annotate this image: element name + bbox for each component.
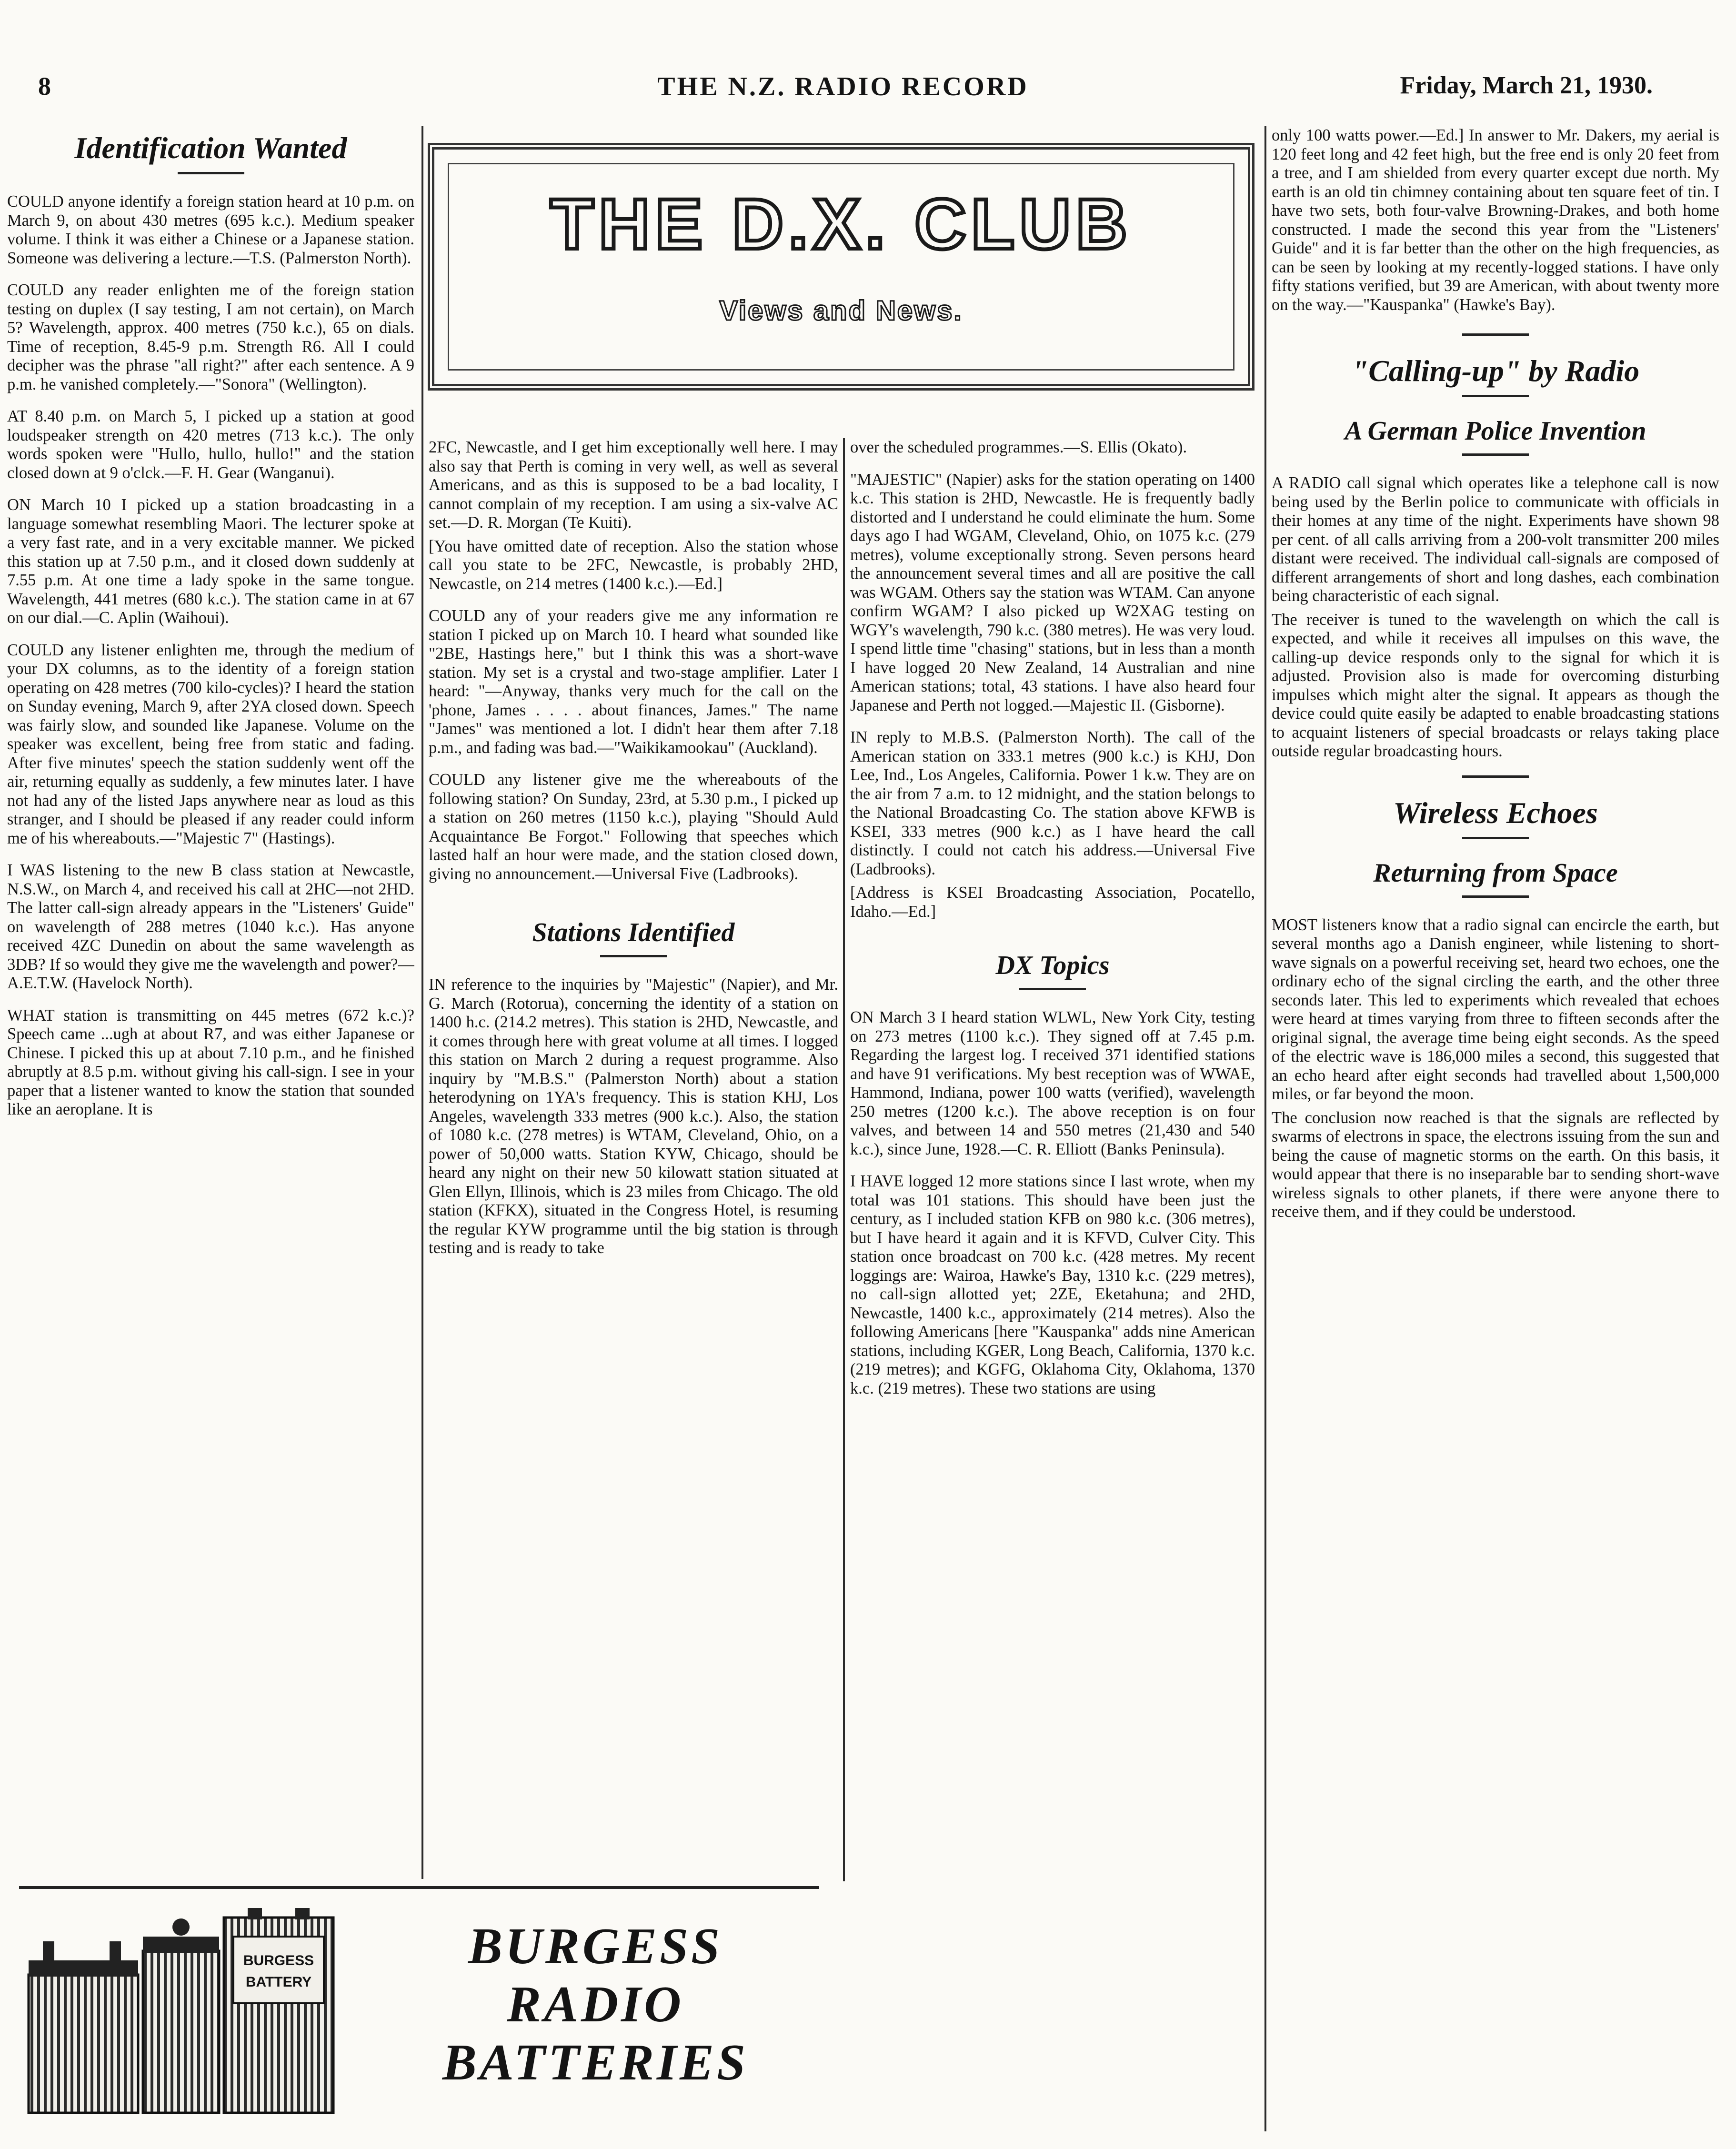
letter-paragraph: ON March 3 I heard station WLWL, New York City, testing on 273 metres (1100 k.c.). They signed off at 7.45 p.m. Regarding the largest log. I received 371 identified stations and have 91 verifications. My best reception was of WWAE, Hammond, Indiana, power 100 watts (verified), wavelength 250 metres (1200 k.c.). The above reception is on four valves, and between 14 and 550 metres (21,430 and 540 k.c.), since June, 1928.—C. R. Elliott (Banks Peninsula). [850, 1008, 1255, 1158]
column-divider [843, 438, 845, 1881]
heading-rule [1462, 895, 1529, 898]
article-paragraph: The receiver is tuned to the wavelength on which the call is expected, and while it receives all impulses on this wave, the calling-up device responds only to the signal for which it is adjusted. Provision also is made for overcoming disturbing impulses which might alter the signal. It appears as though the device could quite easily be adapted to enable broadcasting stations to acquaint listeners of special broadcasts or relays taking place outside regular broadcasting hours. [1272, 610, 1719, 760]
letter-paragraph: COULD anyone identify a foreign station heard at 10 p.m. on March 9, on about 430 metres (695 k.c.). Medium speaker volume. I think it was either a Chinese or a Japanese station. Someone was delivering a lecture.—T.S. (Palmerston North). [7, 192, 414, 267]
column-divider [1264, 126, 1266, 2131]
burgess-advertisement [19, 1886, 819, 2137]
masthead: THE N.Z. RADIO RECORD [657, 72, 1029, 101]
letter-paragraph: I HAVE logged 12 more stations since I last wrote, when my total was 101 stations. This should have been just the century, as I included station KFB on 980 k.c. (306 metres), but I have heard it again and it is KFVD, Culver City. This station once broadcast on 700 k.c. (428 metres. My recent loggings are: Wairoa, Hawke's Bay, 1310 k.c. (229 metres), no call-sign allotted yet; 2ZE, Eketahuna; and 2HD, Newcastle, 1400 k.c., approximately (214 metres). Also the following Americans [here "Kauspanka" adds nine American stations, including KGER, Long Beach, California, 1370 k.c. (219 metres); and KGFG, Oklahoma City, Oklahoma, 1370 k.c. (219 metres). These two stations are using [850, 1172, 1255, 1397]
dx-club-banner [428, 143, 1254, 391]
column-3 [850, 438, 1255, 2081]
advert-line: BATTERIES [442, 2034, 749, 2091]
heading-rule [1462, 453, 1529, 456]
advert-text [400, 1918, 791, 2092]
heading-rule [178, 172, 244, 174]
heading-rule [1462, 395, 1529, 397]
article-paragraph: The conclusion now reached is that the signals are reflected by swarms of electrons in space, the electrons issuing from the sun and being the cause of magnetic storms on the earth. On this basis, it would appear that there is no inseparable bar to sending short-wave wireless signals to other planets, if there were anyone there to receive them, and if they could be understood. [1272, 1108, 1719, 1221]
letter-paragraph: COULD any listener give me the whereabouts of the following station? On Sunday, 23rd, at 5.30 p.m., I picked up a station on 260 metres (1150 k.c.), playing "Should Auld Acquaintance Be Forgot." Following that speeches which lasted half an hour were made, and the station closed down, giving no announcement.—Universal Five (Ladbrooks). [429, 771, 838, 883]
column-1 [7, 126, 414, 1805]
letter-paragraph: COULD any reader enlighten me of the foreign station testing on duplex (I say testing, I am not certain), on March 5? Wavelength, approx. 400 metres (750 k.c.), 65 on dials. Time of reception, 8.45-9 p.m. Strength R6. All I could decipher was the phrase "all right?" after each sentence. A 9 p.m. he vanished completely.—"Sonora" (Wellington). [7, 281, 414, 393]
svg-text:BURGESS: BURGESS [243, 1953, 314, 1968]
letter-paragraph: IN reply to M.B.S. (Palmerston North). The call of the American station on 333.1 metres (900 k.c.) is KHJ, Don Lee, Ind., Los Angeles, California. Power 1 k.w. They are on the air from 7 a.m. to 12 midnight, and the station belongs to the National Broadcasting Co. The station above KFWB is KSEI, 333 metres (900 k.c.) as I have heard the call distinctly. I could not catch his address.—Universal Five (Ladbrooks). [850, 728, 1255, 878]
column-4 [1272, 126, 1719, 2108]
letter-paragraph: I WAS listening to the new B class station at Newcastle, N.S.W., on March 4, and received his call at 2HC—not 2HD. The latter call-sign already appears in the "Listeners' Guide" on wavelength of 288 metres (1040 k.c.). Has anyone received 4ZC Dunedin on about the same wavelength as 3DB? If so would they give me the wavelength and power?—A.E.T.W. (Havelock North). [7, 861, 414, 992]
letter-paragraph: only 100 watts power.—Ed.] In answer to Mr. Dakers, my aerial is 120 feet long and 42 feet high, but the free end is only 20 feet from a tree, and I am shielded from every quarter except due north. My earth is an old tin chimney containing about ten square feet of tin. I have two sets, both four-valve Browning-Drakes, and both home constructed. I made the second this year from the "Listeners' Guide" and it is far better than the other on the high frequencies, as can be seen by looking at my recently-logged stations. I have only fifty stations verified, but 39 are American, with about twenty more on the way.—"Kauspanka" (Hawke's Bay). [1272, 126, 1719, 314]
letter-paragraph: 2FC, Newcastle, and I get him exceptionally well here. I may also say that Perth is coming in very well, as well as several Americans, and as this is supposed to be a bad locality, I cannot complain of my reception. I am using a six-valve AC set.—D. R. Morgan (Te Kuiti). [429, 438, 838, 532]
letter-paragraph: AT 8.40 p.m. on March 5, I picked up a station at good loudspeaker strength on 420 metres (713 k.c.). The only words spoken were "Hullo, hullo, hullo!" and the station closed down at 9 o'clck.—F. H. Gear (Wanganui). [7, 407, 414, 482]
letter-paragraph: IN reference to the inquiries by "Majestic" (Napier), and Mr. G. March (Rotorua), concerning the identity of a station on 1400 h.c. (214.2 metres). This station is 2HD, Newcastle, and it comes through here with great volume at all times. I logged this station on March 2 during a request programme. Also inquiry by "M.B.S." (Palmerston North) about a station heterodyning on 1YA's frequency. This is station KHJ, Los Angeles, wavelength 333 metres (900 k.c.). Also, the station of 1080 k.c. (278 metres) is WTAM, Cleveland, Ohio, on a power of 50,000 watts. Station KYW, Chicago, should be heard any night on their new 50 kilowatt station situated at Glen Ellyn, Illinois, which is 23 miles from Chicago. The old station (KFKX), situated in the Congress Hotel, is resuming the regular KYW programme until the big station is through testing and is ready to take [429, 975, 838, 1257]
issue-date: Friday, March 21, 1930. [1400, 72, 1653, 99]
svg-text:BATTERY: BATTERY [245, 1974, 312, 1990]
heading-rule [600, 955, 667, 957]
section-rule [1462, 333, 1529, 336]
editor-note: [Address is KSEI Broadcasting Association, Pocatello, Idaho.—Ed.] [850, 884, 1255, 921]
letter-paragraph: ON March 10 I picked up a station broadcasting in a language somewhat resembling Maori. The lecturer spoke at a very fast rate, and in a very excitable manner. We picked this station up at 7.50 p.m., and it closed down suddenly at 7.55 p.m. At one time a lady spoke in the same tongue. Wavelength, 441 metres (680 k.c.). The station came in at 67 on our dial.—C. Aplin (Waihoui). [7, 496, 414, 627]
letter-paragraph: "MAJESTIC" (Napier) asks for the station operating on 1400 k.c. This station is 2HD, Newcastle. He is frequently badly distorted and I understand he could eliminate the hum. Some days ago I had WGAM, Cleveland, Ohio, on 1075 k.c. (279 metres), volume exceptionally strong. Seven persons heard the announcement several times and all are positive the call was WGAM. Others say the station was WTAM. Can anyone confirm WGAM? I also picked up W2XAG testing on WGY's wavelength, 790 k.c. (380 metres). He was very loud. I spend little time "chasing" stations, but in less than a month I have logged 20 New Zealand, 14 Australian and nine American stations; total, 43 stations. I have also heard four Japanese and Perth not logged.—Majestic II. (Gisborne). [850, 470, 1255, 714]
advert-line: BURGESS [468, 1918, 723, 1975]
advert-line: RADIO [506, 1976, 684, 2033]
article-paragraph: A RADIO call signal which operates like a telephone call is now being used by the Berlin police to communicate with officials in their homes at any time of the night. Experiments have shown 98 per cent. of all calls arriving from a 200-volt transmitter 200 miles distant were received. The individual call-signals are composed of different arrangements of short and long dashes, each combination being characteristic of each signal. [1272, 474, 1719, 605]
letter-paragraph: COULD any listener enlighten me, through the medium of your DX columns, as to the identity of a foreign station operating on 428 metres (700 kilo-cycles)? I heard the station on Sunday evening, March 9, after 2YA closed down. Speech was fairly slow, and sounded like Japanese. Volume on the speaker was excellent, being free from static and fading. After five minutes' speech the station suddenly went off the air, returning equally as suddenly, a few minutes later. I have not had any of the listed Japs anywhere near as loud as this stranger, and I should be pleased if any reader could inform me of his whereabouts.—"Majestic 7" (Hastings). [7, 641, 414, 847]
article-subheading: Returning from Space [1373, 858, 1618, 888]
column-divider [421, 126, 423, 1879]
heading-rule [1462, 837, 1529, 839]
page-header [33, 71, 1653, 110]
banner-title: THE D.X. CLUB [550, 184, 1132, 264]
battery-illustration-icon [24, 1908, 338, 2118]
letter-paragraph: WHAT station is transmitting on 445 metres (672 k.c.)? Speech came ...ugh at about R7, and was either Japanese or Chinese. I picked this up at about 7.10 p.m., and he finished abruptly at 8.5 p.m. without giving his call-sign. I see in your paper that a listener wanted to know the station that sounded like an aeroplane. It is [7, 1006, 414, 1118]
article-paragraph: MOST listeners know that a radio signal can encircle the earth, but several months ago a Danish engineer, while listening to short-wave signals on a powerful receiving set, heard two echoes, one the ordinary echo of the signal circling the earth, and the other three seconds later. This led to experiments which revealed that echoes were heard at times varying from three to fifteen seconds after the original signal, the average time being eight seconds. As the speed of the electric wave is 186,000 miles a second, this suggested that an echo heard after eight seconds had travelled about 1,500,000 miles, or far beyond the moon. [1272, 915, 1719, 1103]
article-heading: Identification Wanted [74, 131, 347, 165]
letter-paragraph: over the scheduled programmes.—S. Ellis (Okato). [850, 438, 1187, 456]
banner-subtitle: Views and News. [719, 295, 963, 326]
article-heading: Stations Identified [532, 918, 735, 947]
article-heading: "Calling-up" by Radio [1351, 354, 1640, 388]
article-heading: Wireless Echoes [1393, 795, 1598, 830]
column-2 [429, 438, 838, 1805]
article-subheading: A German Police Invention [1345, 416, 1646, 446]
section-rule [1462, 775, 1529, 778]
article-heading: DX Topics [995, 951, 1110, 980]
editor-note: [You have omitted date of reception. Also the station whose call you state to be 2FC, Newcastle, is probably 2HD, Newcastle, on 214 metres (1400 k.c.).—Ed.] [429, 537, 838, 593]
page-number: 8 [38, 72, 51, 100]
heading-rule [1019, 988, 1086, 990]
letter-paragraph: COULD any of your readers give me any information re station I picked up on March 10. I heard what sounded like "2BE, Hastings here," but I think this was a short-wave station. My set is a crystal and two-stage amplifier. Later I heard: "—Anyway, thanks very much for the call on the 'phone, James . . . . about finances, James." The name "James" was mentioned a lot. I didn't hear them after 7.18 p.m., and fading was bad.—"Waikikamookau" (Auckland). [429, 607, 838, 757]
